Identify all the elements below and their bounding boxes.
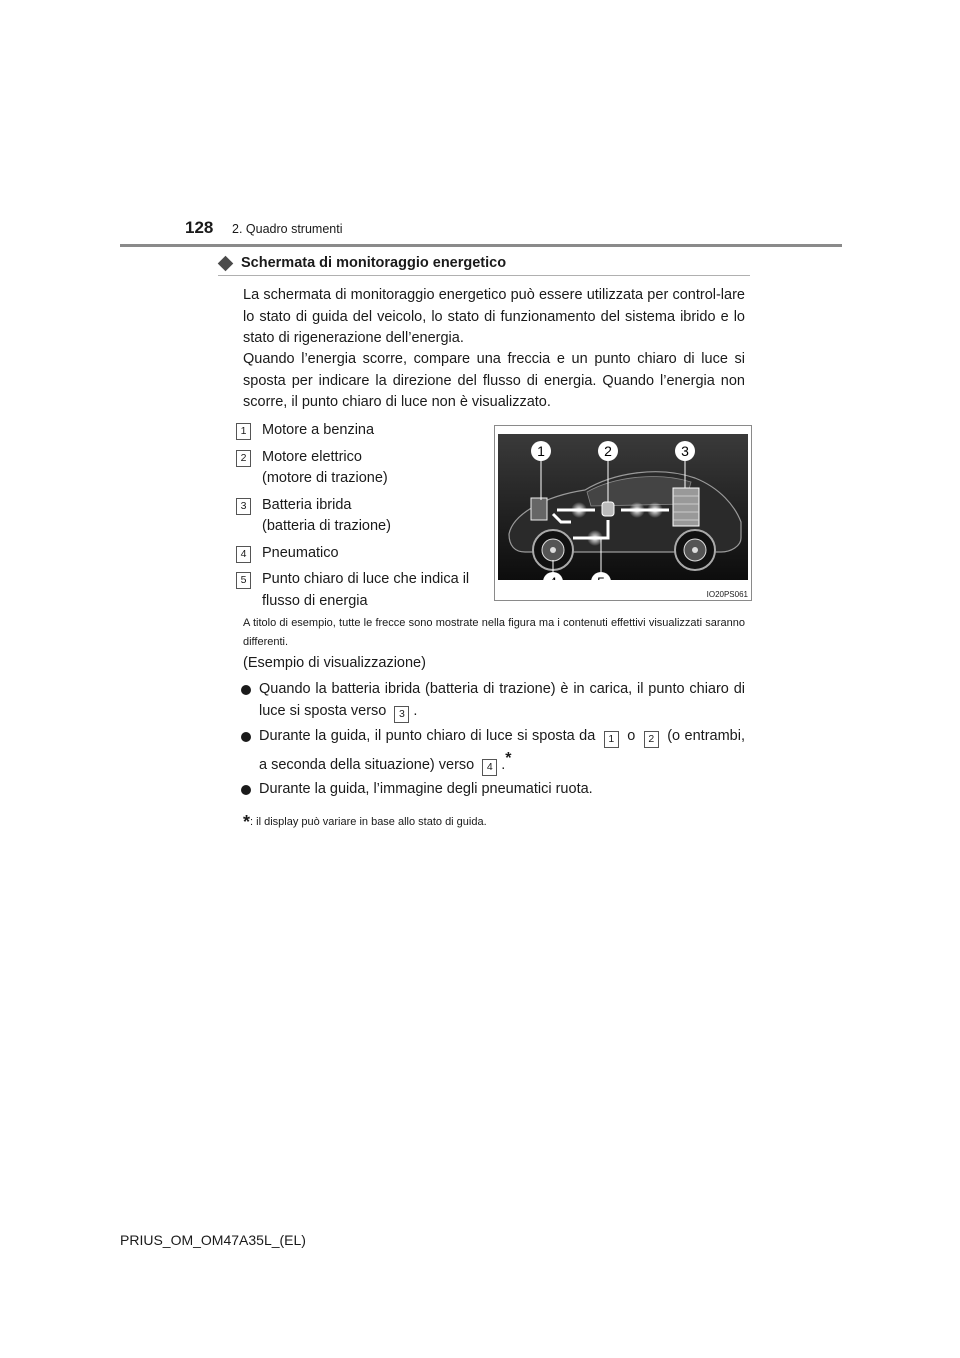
bullet-item (241, 779, 745, 801)
inline-ref-number: 2 (644, 731, 659, 748)
figure-note: A titolo di esempio, tutte le frecce sono mostrate nella figura ma i contenuti effettivi visualizzati saranno differenti. (243, 617, 745, 648)
figure-code: IO20PS061 (706, 590, 748, 599)
bullet-text: Durante la guida, l’immagine degli pneumatici ruota. (259, 781, 593, 798)
bullet-list (241, 679, 745, 804)
legend-number: 1 (236, 423, 251, 440)
asterisk-mark: * (505, 749, 512, 767)
bullet-end: . (413, 702, 418, 719)
legend-text: Motore a benzina (262, 422, 375, 438)
legend-item (236, 447, 486, 490)
light-dot (571, 502, 587, 518)
paragraph-2: Quando l’energia scorre, compare una freccia e un punto chiaro di luce si sposta per indicare la direzione del flusso di energia. Quando l’energia non scorre, il punto chiaro di luce non è visualizzato. (243, 351, 745, 410)
energy-monitor-illustration (495, 426, 751, 600)
legend-item (236, 569, 486, 612)
footnote (243, 812, 487, 833)
rear-wheel-icon (675, 530, 715, 570)
legend-list (236, 420, 486, 617)
footnote-star: * (243, 812, 251, 832)
legend-item (236, 420, 486, 442)
energy-monitor-figure (494, 425, 752, 601)
page-number: 128 (185, 218, 214, 237)
section-rule (218, 275, 750, 276)
callout-number: 2 (604, 443, 612, 459)
bullet-text-conjunction: o (627, 727, 636, 744)
footer-code: PRIUS_OM_OM47A35L_(EL) (120, 1232, 306, 1248)
chapter-title: 2. Quadro strumenti (232, 222, 343, 236)
header-rule (120, 244, 842, 247)
section-header (218, 253, 750, 276)
motor-icon (602, 502, 614, 516)
light-dot (647, 502, 663, 518)
bullet-text: (o entrambi, a seconda della situazione) verso (259, 727, 745, 773)
legend-text: Batteria ibrida (batteria di trazione) (262, 496, 391, 534)
callout-1 (531, 441, 551, 461)
legend-text: Punto chiaro di luce che indica il flusso di energia (262, 571, 470, 609)
legend-number: 3 (236, 498, 251, 515)
callout-3 (675, 441, 695, 461)
legend-number: 4 (236, 546, 251, 563)
callout-number: 1 (537, 443, 545, 459)
example-label: (Esempio di visualizzazione) (243, 655, 426, 671)
legend-item (236, 495, 486, 538)
section-title: Schermata di monitoraggio energetico (241, 255, 507, 271)
legend-number: 5 (236, 572, 251, 589)
footnote-text: : il display può variare in base allo stato di guida. (250, 816, 487, 828)
legend-item (236, 543, 486, 565)
bullet-item (241, 679, 745, 723)
paragraph-1: La schermata di monitoraggio energetico può essere utilizzata per control-lare lo stato di guida del veicolo, lo stato di funzionamento del sistema ibrido e lo stato di rigenerazione dell’energia. (243, 287, 745, 346)
engine-icon (531, 498, 547, 520)
bullet-dot-icon (241, 732, 251, 742)
bullet-end: . (501, 756, 506, 773)
legend-number: 2 (236, 450, 251, 467)
bullet-dot-icon (241, 785, 251, 795)
legend-text: Pneumatico (262, 544, 339, 561)
callout-2 (598, 441, 618, 461)
bullet-text: Durante la guida, il punto chiaro di luce si sposta da (259, 727, 596, 744)
inline-ref-number: 3 (394, 706, 409, 723)
legend-text: Motore elettrico (motore di trazione) (262, 448, 388, 486)
battery-icon (673, 488, 699, 526)
light-dot (629, 502, 645, 518)
inline-ref-number: 4 (482, 759, 497, 776)
diamond-bullet-icon (218, 255, 234, 271)
callout-number: 3 (681, 443, 689, 459)
bullet-item (241, 726, 745, 777)
bullet-dot-icon (241, 685, 251, 695)
inline-ref-number: 1 (604, 731, 619, 748)
bullet-text: Quando la batteria ibrida (batteria di trazione) è in carica, il punto chiaro di luce si sposta verso (259, 681, 745, 719)
